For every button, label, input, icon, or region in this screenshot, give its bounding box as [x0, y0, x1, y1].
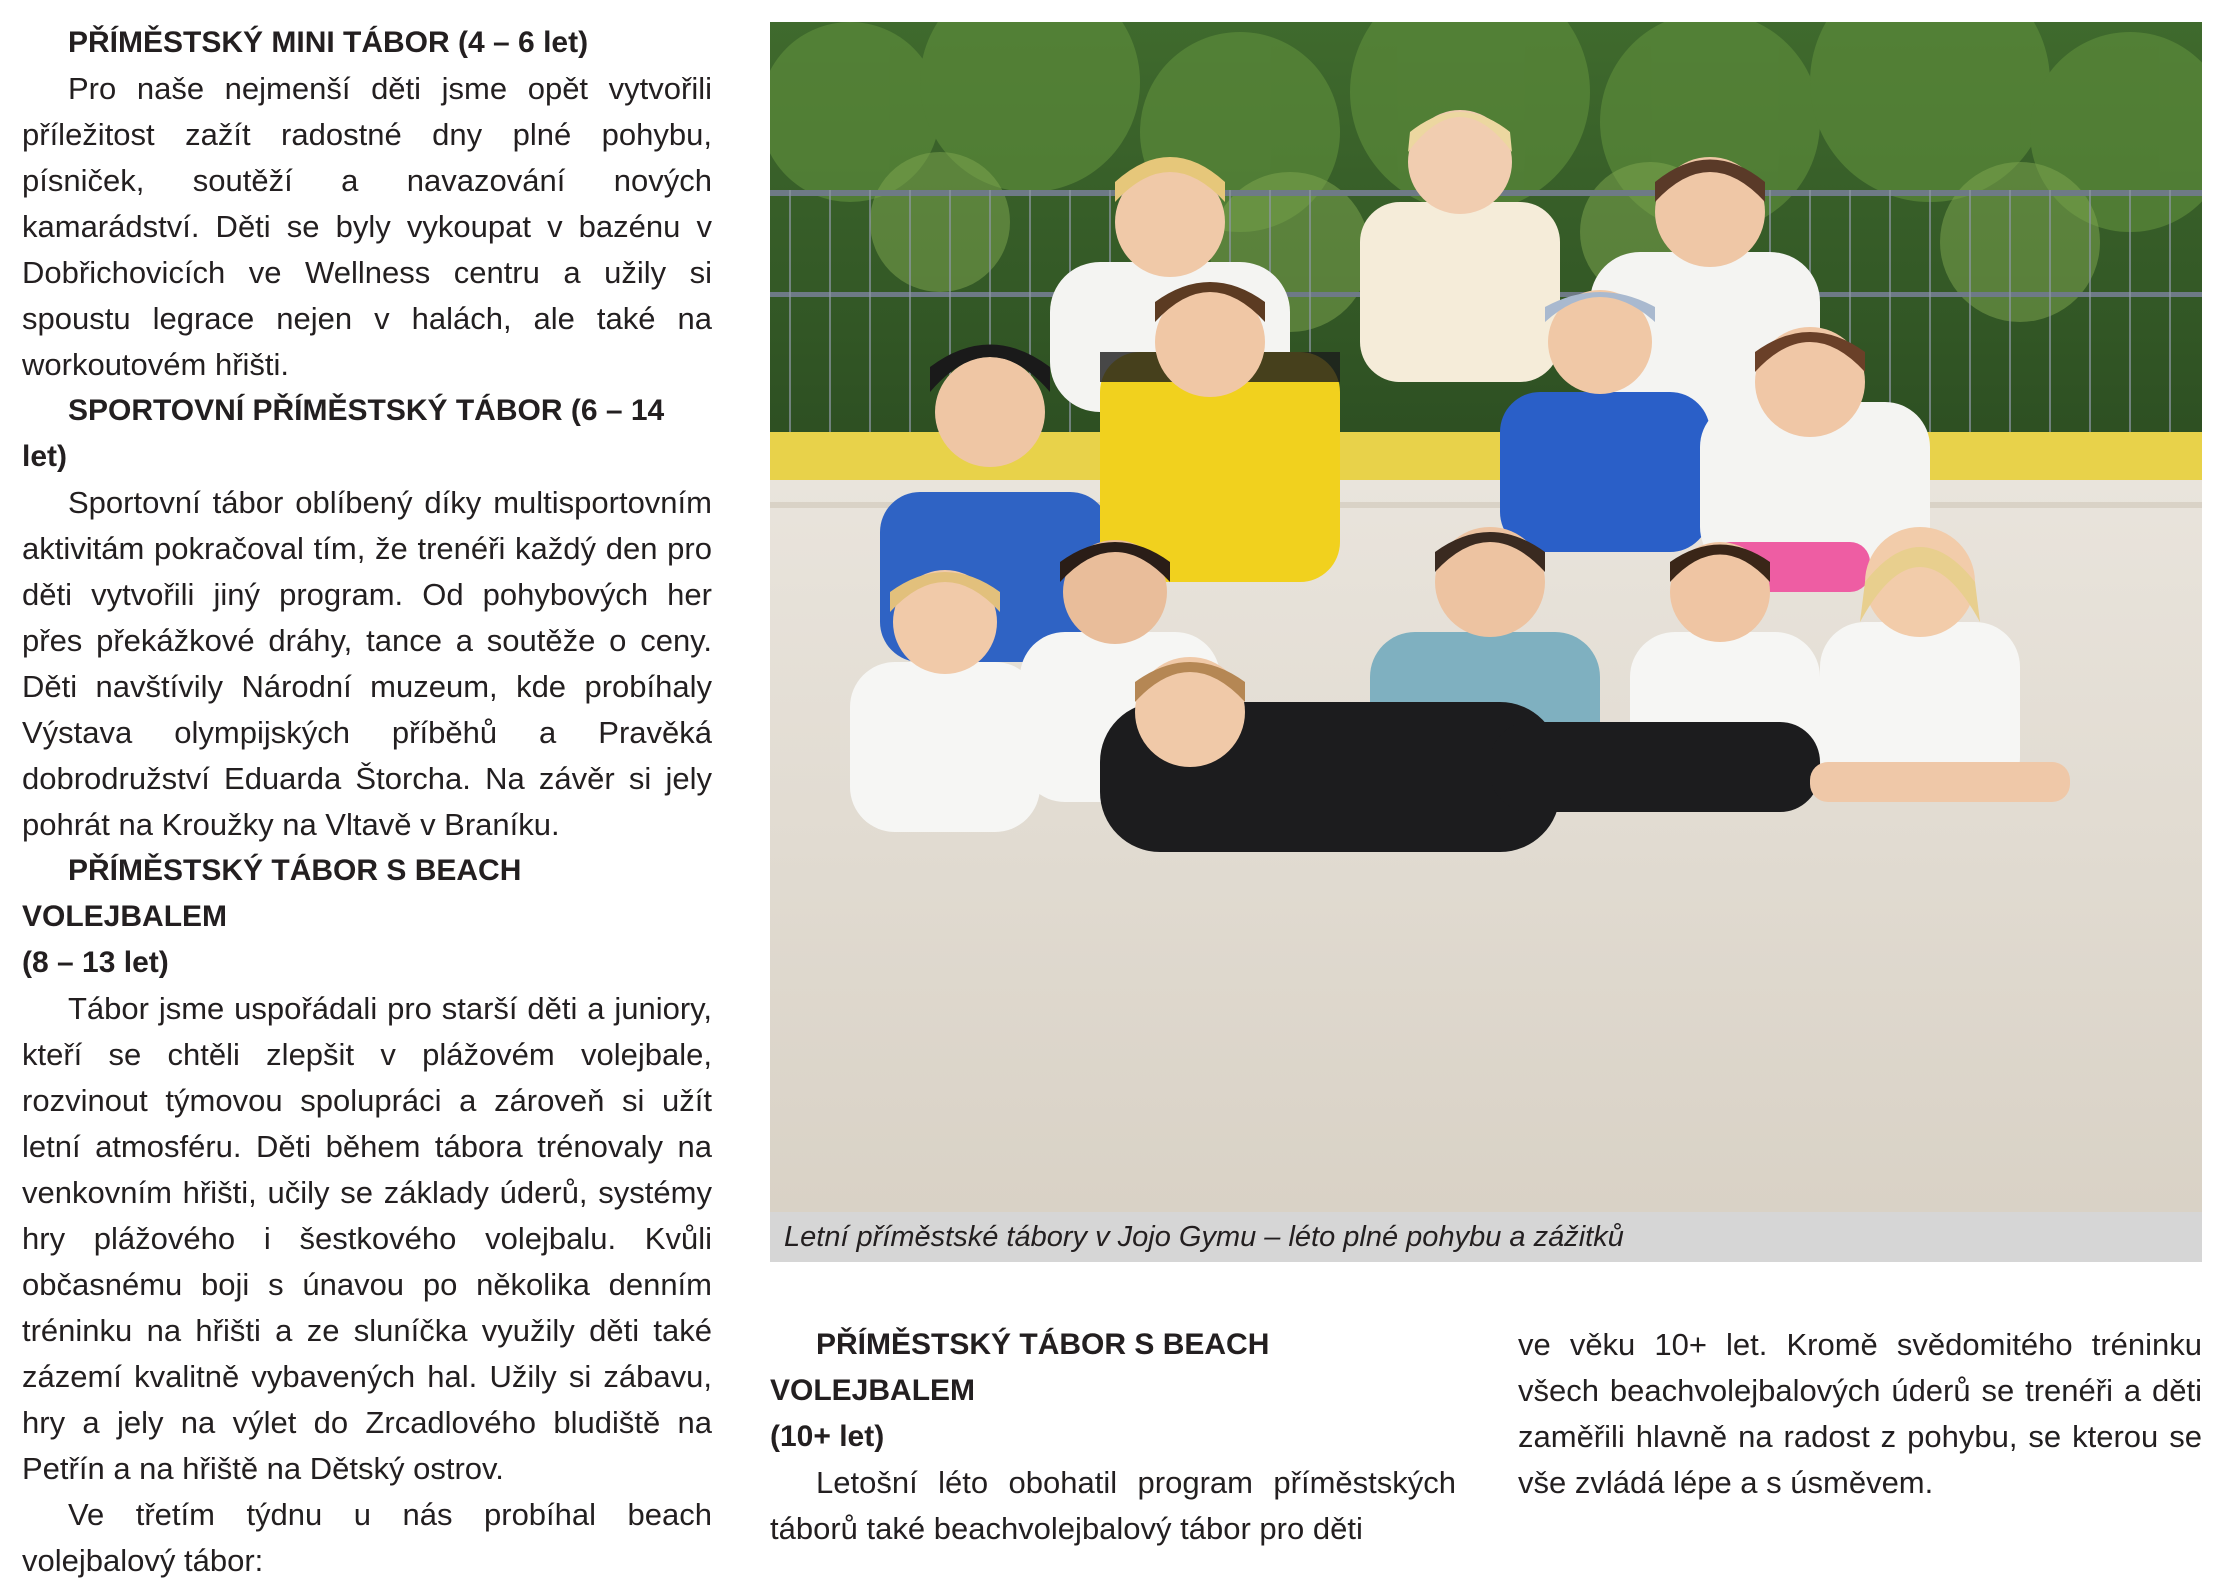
photo-caption: Letní příměstské tábory v Jojo Gymu – léto plné pohybu a zážitků [770, 1212, 2202, 1262]
paragraph-sport-camp: Sportovní tábor oblíbený díky multisportovním aktivitám pokračoval tím, že trenéři každý den pro děti vytvořili jiný program. Od pohybových her přes překážkové dráhy, tance a soutěže o ceny. Děti navštívily Národní muzeum, kde probíhaly Výstava olympijských příběhů a Pravěká dobrodružství Eduarda Štorcha. Na závěr si jely pohrát na Kroužky na Vltavě v Braníku. [22, 485, 712, 842]
paragraph-beach-camp-10plus: Letošní léto obohatil program příměstských táborů také beachvolejbalový tábor pro děti [770, 1465, 1456, 1546]
paragraph-mini-camp: Pro naše nejmenší děti jsme opět vytvořili příležitost zažít radostné dny plné pohybu, písniček, soutěží a navazování nových kamarádství. Děti se byly vykoupat v bazénu v Dobřichovicích ve Wellness centru a užily si spoustu legrace nejen v halách, ale také na workoutovém hřišti. [22, 71, 712, 382]
paragraph-third-week: Ve třetím týdnu u nás probíhal beach volejbalový tábor: [22, 1497, 712, 1578]
paragraph-beach-camp: Tábor jsme uspořádali pro starší děti a juniory, kteří se chtěli zlepšit v plážovém volejbale, rozvinout týmovou spolupráci a zároveň si užít letní atmosféru. Děti během tábora trénovaly na venkovním hřišti, učily se základy úderů, systémy hry plážového i šestkového volejbalu. Kvůli občasnému boji s únavou po několika denním tréninku na hřišti a ze sluníčka využily děti také zázemí kvalitně vybavených hal. Užily si zábavu, hry a jely na výlet do Zrcadlového bludiště na Petřín a na hřiště na Dětský ostrov. [22, 991, 712, 1486]
heading-beach-camp-age: (8 – 13 let) [22, 946, 169, 979]
heading-beach-camp: PŘÍMĚSTSKÝ TÁBOR S BEACH VOLEJBALEM [22, 854, 522, 933]
left-text-column [22, 20, 712, 1584]
bottom-right-column [1518, 1322, 2202, 1506]
heading-beach-camp-10plus: PŘÍMĚSTSKÝ TÁBOR S BEACH VOLEJBALEM [770, 1328, 1270, 1407]
paragraph-beach-camp-10plus-continued: ve věku 10+ let. Kromě svědomitého tréninku všech beachvolejbalových úderů se trenéři a děti zaměřili hlavně na radost z pohybu, se kterou se vše zvládá lépe a s úsměvem. [1518, 1327, 2202, 1500]
heading-sport-camp: SPORTOVNÍ PŘÍMĚSTSKÝ TÁBOR (6 – 14 let) [22, 394, 665, 473]
bottom-middle-column [770, 1322, 1456, 1552]
heading-mini-camp: PŘÍMĚSTSKÝ MINI TÁBOR (4 – 6 let) [68, 26, 589, 59]
photo-figure [770, 22, 2202, 1262]
group-photo [770, 22, 2202, 1212]
heading-beach-camp-10plus-age: (10+ let) [770, 1420, 885, 1453]
